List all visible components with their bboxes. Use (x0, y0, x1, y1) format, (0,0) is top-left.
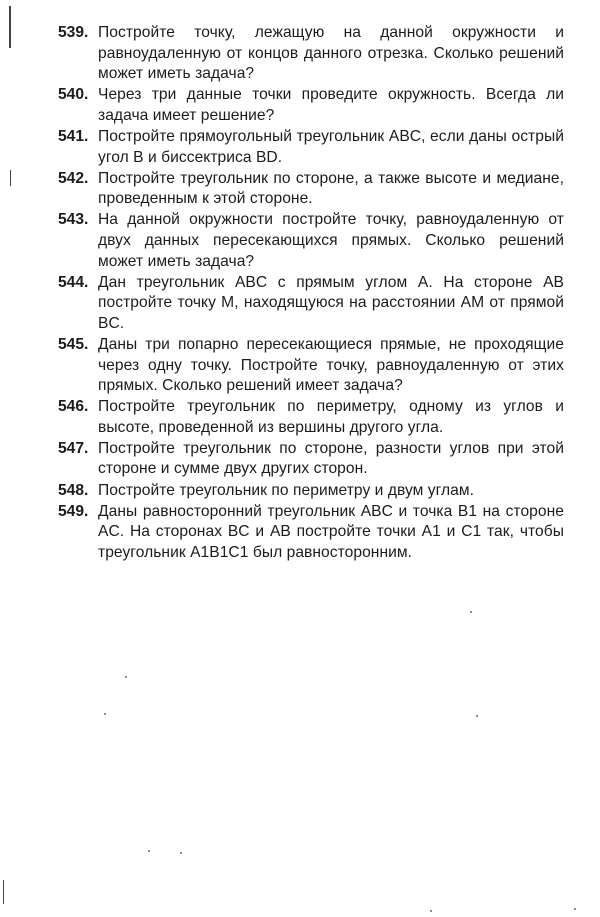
scan-speck (430, 910, 432, 912)
scan-mark (3, 880, 4, 904)
scan-speck (148, 850, 150, 852)
problem-text: Даны равносторонний треугольник ABC и точка B1 на стороне AC. На сторонах BC и AB постройте точки A1 и C1 так, чтобы треугольник A1B1C1 был равносторонним. (98, 502, 564, 561)
problem-545 (58, 335, 564, 397)
problem-543 (58, 210, 564, 272)
problem-number: 548. (58, 481, 89, 499)
problem-text: Постройте треугольник по стороне, а также высоте и медиане, проведенным к этой стороне. (98, 169, 564, 208)
problem-text: Дан треугольник ABC с прямым углом A. На стороне AB постройте точку M, находящуюся на расстоянии AM от прямой BC. (98, 273, 564, 332)
problem-541 (58, 127, 564, 168)
problem-546 (58, 397, 564, 438)
scan-speck (125, 676, 127, 678)
problem-list (58, 23, 564, 564)
scan-speck (470, 611, 472, 613)
problem-544 (58, 273, 564, 335)
problem-547 (58, 439, 564, 480)
problem-text: Постройте треугольник по стороне, разности углов при этой стороне и сумме двух других сторон. (98, 439, 564, 478)
problem-number: 546. (58, 398, 89, 416)
scan-speck (476, 715, 478, 717)
scan-mark (9, 6, 11, 48)
problem-number: 547. (58, 439, 89, 457)
problem-text: На данной окружности постройте точку, равноудаленную от двух данных пересекающихся прямых. Сколько решений может иметь задача? (98, 211, 564, 270)
scan-speck (104, 713, 106, 715)
problem-539 (58, 23, 564, 85)
scan-speck (180, 852, 182, 854)
problem-text: Даны три попарно пересекающиеся прямые, не проходящие через одну точку. Постройте точку, равноудаленную от этих прямых. Сколько решений имеет задача? (98, 335, 564, 395)
problem-number: 543. (58, 211, 89, 229)
problem-text: Постройте треугольник по периметру, одному из углов и высоте, проведенной из вершины другого угла. (98, 398, 564, 436)
problem-540 (58, 85, 564, 126)
problem-text: Через три данные точки проведите окружность. Всегда ли задача имеет решение? (98, 86, 564, 124)
problem-548 (58, 481, 564, 502)
problem-text: Постройте треугольник по периметру и двум углам. (98, 481, 475, 499)
problem-549 (58, 502, 564, 564)
problem-text: Постройте точку, лежащую на данной окружности и равноудаленную от концов данного отрезка. Сколько решений может иметь задача? (98, 24, 564, 83)
problem-number: 542. (58, 169, 89, 187)
problem-number: 541. (58, 127, 89, 145)
problem-number: 549. (58, 502, 89, 520)
problem-number: 539. (58, 24, 89, 41)
scan-speck (574, 908, 576, 910)
problem-text: Постройте прямоугольный треугольник ABC, если даны острый угол B и биссектриса BD. (98, 127, 564, 166)
problem-number: 545. (58, 335, 89, 353)
problem-542 (58, 169, 564, 210)
problem-number: 544. (58, 273, 89, 291)
scan-mark (10, 170, 11, 186)
problem-number: 540. (58, 86, 89, 104)
